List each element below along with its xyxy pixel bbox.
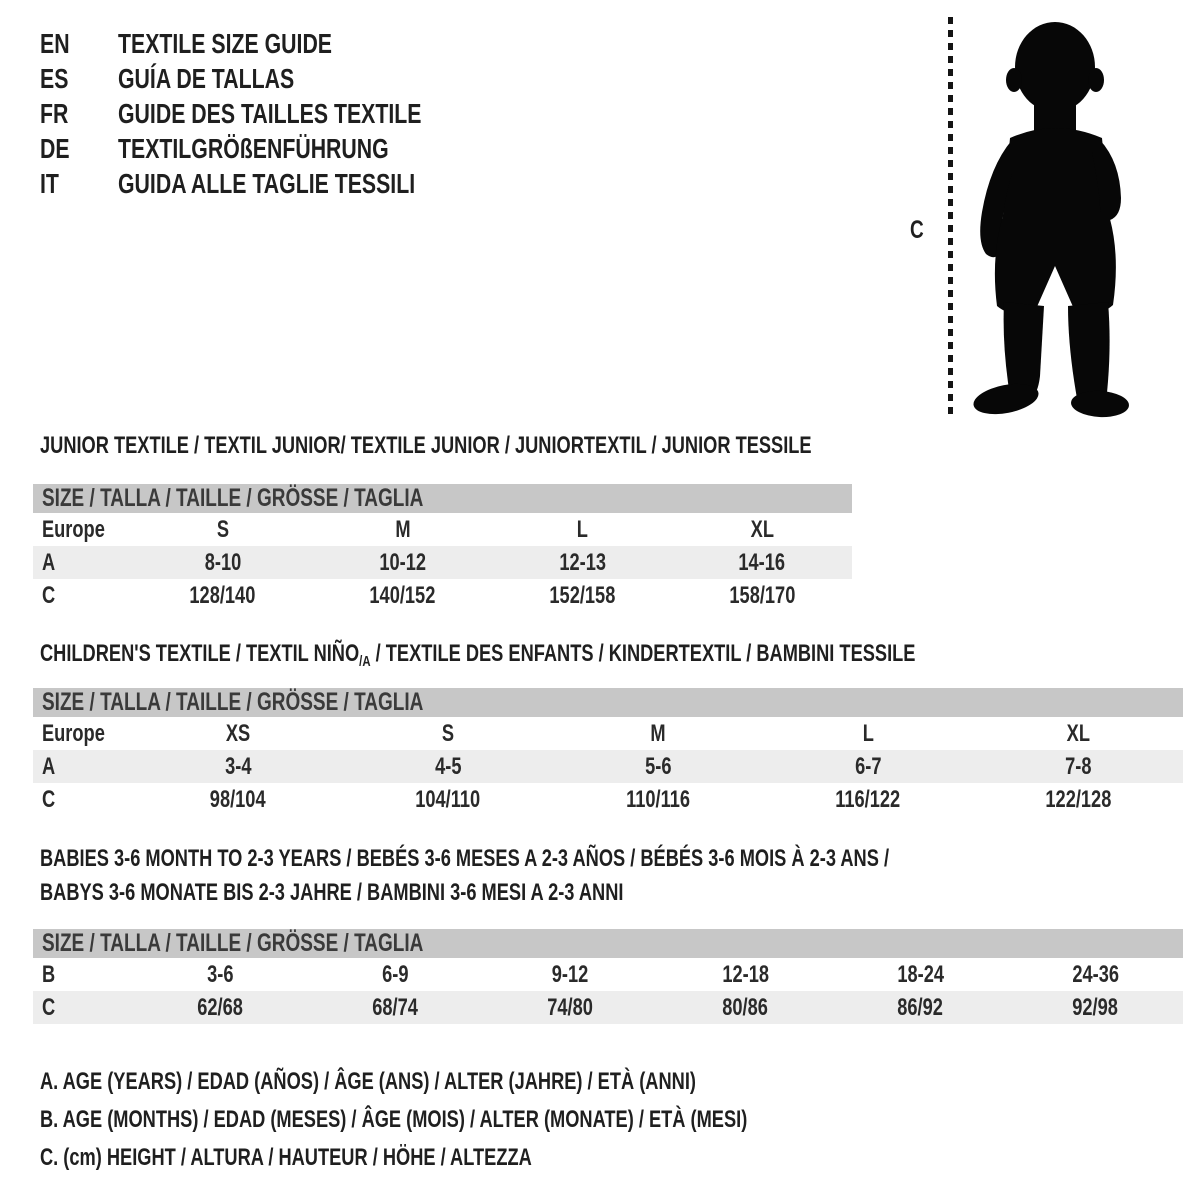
cell-value: 80/86: [722, 993, 769, 1021]
cell-value: 92/98: [1072, 993, 1119, 1021]
junior-size-table: [33, 484, 852, 612]
children-title-pre: CHILDREN'S TEXTILE / TEXTIL NIÑO: [40, 640, 360, 667]
cell-value: 4-5: [434, 752, 462, 780]
column-header: XL: [750, 515, 774, 543]
cell-value: 104/110: [415, 785, 481, 813]
row-label: C: [42, 785, 56, 813]
cell-value: 68/74: [372, 993, 419, 1021]
cell-value: 110/116: [626, 785, 690, 813]
cell-value: 14-16: [738, 548, 786, 576]
table-row: [33, 750, 1183, 783]
cell-value: 7-8: [1064, 752, 1092, 780]
babies-section-title-line1: BABIES 3-6 MONTH TO 2-3 YEARS / BEBÉS 3-6 MESES A 2-3 AÑOS / BÉBÉS 3-6 MOIS À 2-3 ANS /: [40, 845, 890, 872]
toddler-silhouette-icon: [962, 14, 1137, 419]
region-label: Europe: [42, 515, 105, 543]
table-row: [33, 579, 852, 612]
language-row-fr: [40, 96, 517, 131]
height-measure-label: C: [910, 216, 924, 244]
cell-value: 9-12: [552, 960, 589, 988]
cell-value: 152/158: [549, 581, 616, 609]
cell-value: 98/104: [210, 785, 266, 813]
legend-row-b: B. AGE (MONTHS) / EDAD (MESES) / ÂGE (MOIS) / ALTER (MONATE) / ETÀ (MESI): [40, 1106, 748, 1133]
language-row-es: [40, 61, 517, 96]
column-header: S: [216, 515, 229, 543]
cell-value: 6-7: [854, 752, 882, 780]
language-row-it: [40, 166, 517, 201]
children-title-post: / TEXTILE DES ENFANTS / KINDERTEXTIL / BAMBINI TESSILE: [370, 640, 916, 667]
language-row-en: [40, 26, 517, 61]
table-row: [33, 546, 852, 579]
column-header: M: [395, 515, 411, 543]
size-header-label: SIZE / TALLA / TAILLE / GRÖSSE / TAGLIA: [42, 688, 424, 716]
children-section-title: [40, 640, 1192, 670]
language-code: DE: [40, 132, 70, 164]
language-title: TEXTILGRÖßENFÜHRUNG: [118, 132, 389, 164]
cell-value: 18-24: [897, 960, 944, 988]
language-title: GUÍA DE TALLAS: [118, 62, 295, 94]
table-columns-row: [33, 513, 852, 546]
region-label: Europe: [42, 719, 105, 747]
size-header-label: SIZE / TALLA / TAILLE / GRÖSSE / TAGLIA: [42, 929, 424, 957]
row-label: C: [42, 993, 56, 1021]
height-dashed-line: [948, 17, 953, 415]
language-code: FR: [40, 97, 69, 129]
cell-value: 10-12: [379, 548, 426, 576]
size-header-bar: [33, 688, 1183, 717]
language-code: EN: [40, 27, 70, 59]
column-header: M: [650, 719, 666, 747]
column-header: L: [862, 719, 874, 747]
children-size-table: [33, 688, 1183, 816]
table-row: [33, 958, 1183, 991]
cell-value: 128/140: [189, 581, 256, 609]
language-list: [40, 26, 517, 201]
cell-value: 62/68: [197, 993, 244, 1021]
babies-section-title-line2: BABYS 3-6 MONATE BIS 2-3 JAHRE / BAMBINI 3-6 MESI A 2-3 ANNI: [40, 879, 624, 906]
size-header-label: SIZE / TALLA / TAILLE / GRÖSSE / TAGLIA: [42, 484, 424, 512]
table-row: [33, 783, 1183, 816]
junior-section-title: JUNIOR TEXTILE / TEXTIL JUNIOR/ TEXTILE JUNIOR / JUNIORTEXTIL / JUNIOR TESSILE: [40, 432, 812, 459]
table-row: [33, 991, 1183, 1024]
legend-row-a: A. AGE (YEARS) / EDAD (AÑOS) / ÂGE (ANS) / ALTER (JAHRE) / ETÀ (ANNI): [40, 1068, 696, 1095]
babies-size-table: [33, 929, 1183, 1024]
row-label: C: [42, 581, 56, 609]
column-header: S: [441, 719, 455, 747]
column-header: XS: [225, 719, 251, 747]
cell-value: 74/80: [547, 993, 594, 1021]
table-columns-row: [33, 717, 1183, 750]
cell-value: 140/152: [369, 581, 436, 609]
language-title: GUIDE DES TAILLES TEXTILE: [118, 97, 422, 129]
cell-value: 12-18: [722, 960, 769, 988]
cell-value: 158/170: [729, 581, 796, 609]
row-label: B: [42, 960, 56, 988]
cell-value: 86/92: [897, 993, 944, 1021]
cell-value: 12-13: [559, 548, 606, 576]
cell-value: 5-6: [644, 752, 672, 780]
cell-value: 3-6: [207, 960, 234, 988]
language-code: ES: [40, 62, 69, 94]
cell-value: 122/128: [1045, 785, 1111, 813]
size-header-bar: [33, 929, 1183, 958]
cell-value: 116/122: [835, 785, 901, 813]
legend-row-c: C. (cm) HEIGHT / ALTURA / HAUTEUR / HÖHE / ALTEZZA: [40, 1144, 532, 1171]
children-title-sub: /A: [359, 653, 371, 670]
cell-value: 24-36: [1072, 960, 1119, 988]
column-header: L: [576, 515, 588, 543]
language-title: GUIDA ALLE TAGLIE TESSILI: [118, 167, 416, 199]
language-code: IT: [40, 167, 59, 199]
row-label: A: [42, 752, 56, 780]
cell-value: 6-9: [382, 960, 409, 988]
language-row-de: [40, 131, 517, 166]
row-label: A: [42, 548, 56, 576]
cell-value: 3-4: [224, 752, 252, 780]
measurement-legend: [40, 1063, 971, 1177]
size-header-bar: [33, 484, 852, 513]
language-title: TEXTILE SIZE GUIDE: [118, 27, 333, 59]
column-header: XL: [1066, 719, 1090, 747]
cell-value: 8-10: [204, 548, 242, 576]
